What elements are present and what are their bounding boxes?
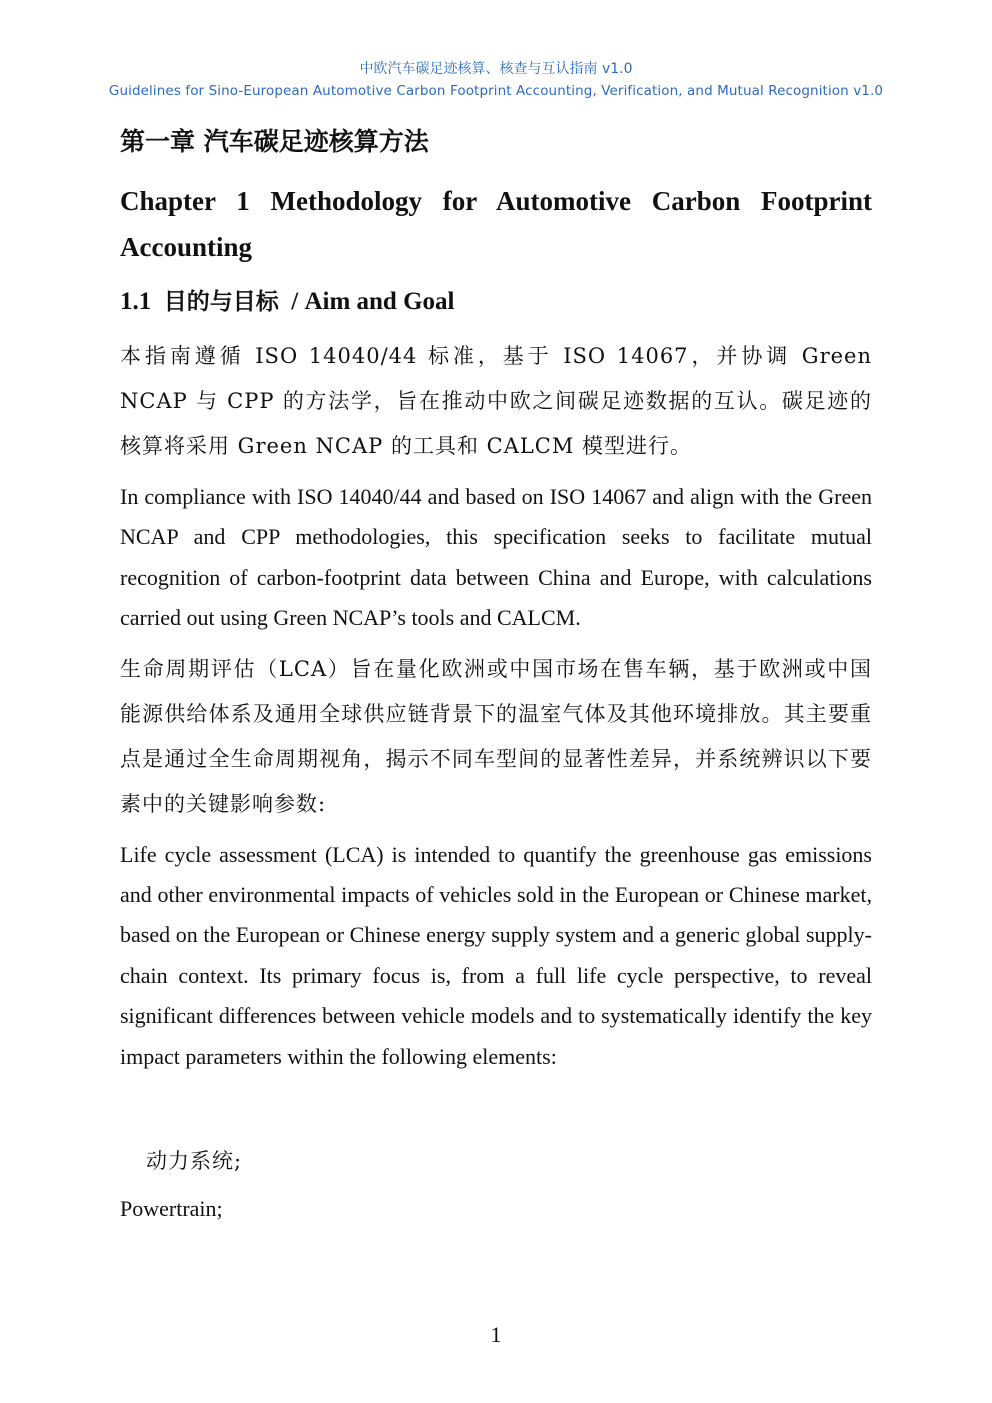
section-title-chinese: 目的与目标 [163, 289, 279, 315]
chapter-title-chinese: 第一章 汽车碳足迹核算方法 [120, 127, 429, 156]
paragraph-2-english: Life cycle assessment (LCA) is intended to quantify the greenhouse gas emissions and other environmental impacts of vehicles sold in the European or Chinese market, based on the European or Chinese energy supply system and a generic global supply-chain context. Its primary focus is, from a full life cycle perspective, to reveal significant differences between vehicle models and to systematically identify the key impact parameters within the following elements: [120, 841, 872, 1069]
section-number: 1.1 [120, 288, 152, 315]
chapter-title-english: Chapter 1 Methodology for Automotive Carbon Footprint Accounting [120, 186, 872, 262]
list-item-english: Powertrain; [120, 1196, 223, 1222]
paragraph-1-english: In compliance with ISO 14040/44 and based on ISO 14067 and align with the Green NCAP and CPP methodologies, this specification seeks to facilitate mutual recognition of carbon-footprint data between China and Europe, with calculations carried out using Green NCAP’s tools and CALCM. [120, 484, 872, 631]
paragraph-1-chinese: 本指南遵循 ISO 14040/44 标准，基于 ISO 14067，并协调 Green NCAP 与 CPP 的方法学，旨在推动中欧之间碳足迹数据的互认。碳足迹的核算将采用 Green NCAP 的工具和 CALCM 模型进行。 [120, 344, 872, 458]
paragraph-2-chinese: 生命周期评估（LCA）旨在量化欧洲或中国市场在售车辆，基于欧洲或中国能源供给体系及通用全球供应链背景下的温室气体及其他环境排放。其主要重点是通过全生命周期视角，揭示不同车型间的显著性差异，并系统辨识以下要素中的关键影响参数: [120, 656, 872, 816]
section-heading [120, 280, 872, 324]
page-number: 1 [490, 1322, 502, 1347]
running-header-chinese: 中欧汽车碳足迹核算、核查与互认指南 v1.0 [359, 61, 633, 77]
spacer [120, 1085, 872, 1139]
page-body [120, 120, 872, 1229]
list-item-chinese: 动力系统; [146, 1149, 243, 1174]
section-title-english: / Aim and Goal [291, 288, 455, 315]
running-header-english: Guidelines for Sino-European Automotive Carbon Footprint Accounting, Verification, and Mutual Recognition v1.0 [108, 83, 884, 99]
